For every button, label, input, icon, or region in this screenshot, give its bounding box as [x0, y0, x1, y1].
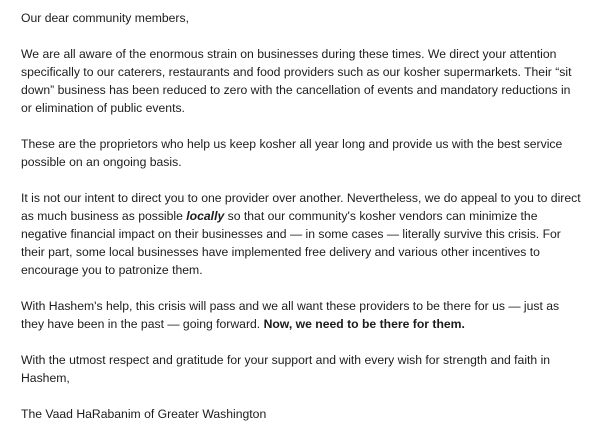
paragraph-hashems-help	[21, 297, 583, 333]
emphasis-locally: locally	[186, 209, 225, 223]
bold-call-to-action: Now, we need to be there for them.	[263, 317, 465, 331]
paragraph-proprietors: These are the proprietors who help us keep kosher all year long and provide us with the best service possible on an ongoing basis.	[21, 137, 563, 169]
paragraph-shop-locally	[21, 189, 583, 279]
signature: The Vaad HaRabanim of Greater Washington	[21, 407, 267, 421]
paragraph-hashems-help-start: With Hashem's help, this crisis will pass and we all want these providers to be there for us — just as they have been in the past — going forward.	[21, 299, 560, 331]
salutation: Our dear community members,	[21, 11, 189, 25]
closing: With the utmost respect and gratitude for your support and with every wish for strength and faith in Hashem,	[21, 353, 551, 385]
paragraph-strain-on-businesses: We are all aware of the enormous strain on businesses during these times. We direct your attention specifically to our caterers, restaurants and food providers such as our kosher supermarkets. Their “sit down” business has been reduced to zero with the cancellation of events and mandatory reductions in or elimination of public events.	[21, 47, 572, 115]
paragraph-shop-locally-start: It is not our intent to direct you to one provider over another. Nevertheless, we do appeal to you to direct as much business as possible	[21, 191, 581, 223]
paragraph-shop-locally-end: so that our community's kosher vendors can minimize the negative financial impact on their businesses and — in some cases — literally survive this crisis. For their part, some local businesses have implemented free delivery and various other incentives to encourage you to patronize them.	[21, 209, 561, 277]
